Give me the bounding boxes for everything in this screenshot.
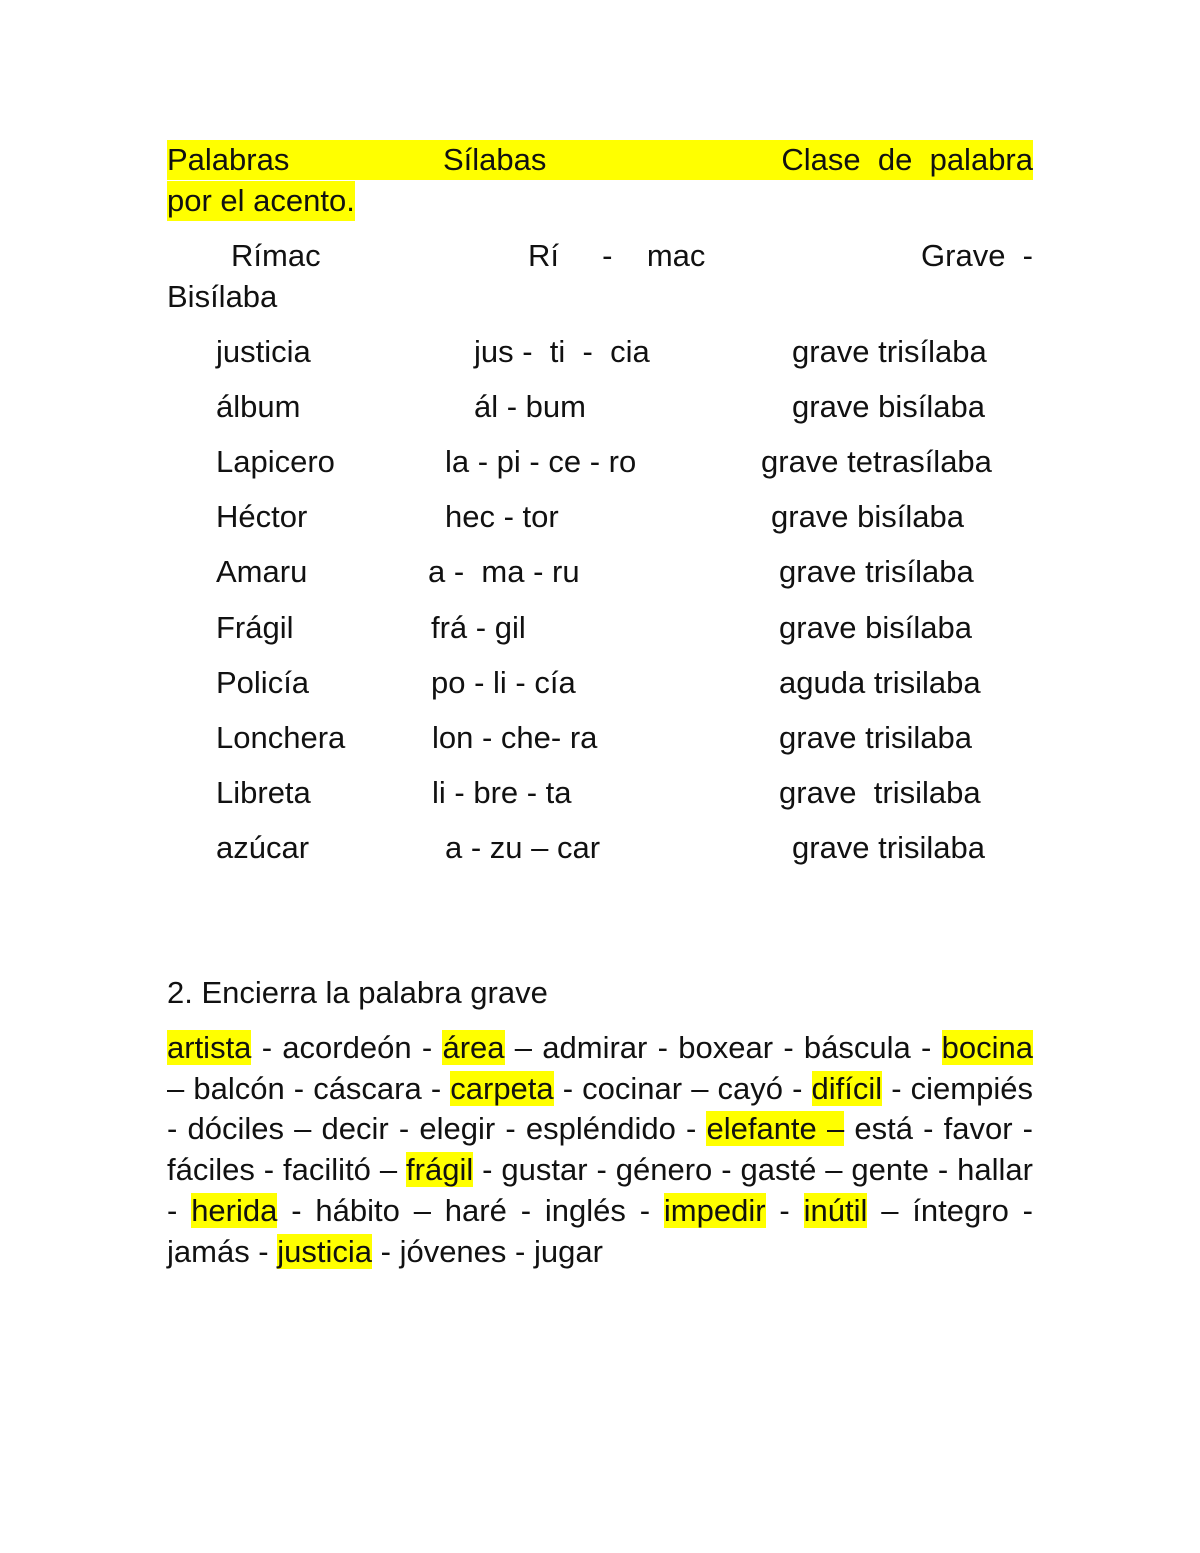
row-class: grave trisilaba bbox=[792, 830, 985, 865]
table-row bbox=[0, 552, 1200, 592]
row-word: Libreta bbox=[216, 775, 311, 810]
row-syllables: la - pi - ce - ro bbox=[445, 444, 637, 479]
row-class: aguda trisilaba bbox=[779, 665, 981, 700]
highlighted-grave-word: carpeta bbox=[450, 1070, 554, 1106]
row-class: Grave - bbox=[921, 238, 1033, 273]
word-list-text: - ciempiés - dóciles – decir - elegir - espléndido - bbox=[167, 1070, 1033, 1147]
row-syllables: hec - tor bbox=[445, 499, 559, 534]
row-class: grave trisílaba bbox=[779, 554, 974, 589]
exercise-title: 2. Encierra la palabra grave bbox=[167, 975, 548, 1010]
word-list-text: - gustar - género - gasté – gente - hallar - bbox=[167, 1152, 1033, 1228]
row-class: grave trisilaba bbox=[779, 720, 972, 755]
table-header bbox=[167, 140, 1033, 180]
row-word: Policía bbox=[216, 665, 310, 700]
table-row bbox=[0, 442, 1200, 482]
highlighted-grave-word: inútil bbox=[803, 1192, 868, 1228]
word-list-text: - jóvenes - jugar bbox=[372, 1233, 603, 1269]
table-row bbox=[0, 828, 1200, 868]
word-list-text: - cocinar – cayó - bbox=[553, 1070, 812, 1106]
row-class: grave tetrasílaba bbox=[761, 444, 992, 479]
row-syllables: po - li - cía bbox=[431, 665, 576, 700]
table-row bbox=[0, 773, 1200, 813]
row-word: Lonchera bbox=[216, 720, 346, 755]
highlighted-grave-word: artista bbox=[167, 1030, 252, 1065]
highlighted-grave-word: difícil bbox=[811, 1070, 883, 1106]
row-word: Lapicero bbox=[216, 444, 335, 479]
row-class: grave bisílaba bbox=[771, 499, 965, 534]
header-words-label: Palabras bbox=[167, 142, 290, 177]
row-syllables: a - zu – car bbox=[445, 830, 601, 865]
word-list-text: - hábito – haré - inglés - bbox=[277, 1192, 664, 1228]
word-list-text: - acordeón - bbox=[251, 1030, 443, 1065]
row-class: grave bisílaba bbox=[779, 610, 973, 645]
row-word: Frágil bbox=[216, 610, 294, 645]
row-word: Amaru bbox=[216, 554, 308, 589]
row-class: grave bisílaba bbox=[792, 389, 986, 424]
word-list-text: – íntegro - jamás - bbox=[167, 1192, 1033, 1269]
table-row bbox=[0, 608, 1200, 648]
highlighted-grave-word: justicia bbox=[277, 1233, 373, 1269]
highlighted-grave-word: frágil bbox=[406, 1152, 474, 1188]
word-list-text: – admirar - boxear - báscula - bbox=[504, 1030, 942, 1065]
highlighted-grave-word: bocina bbox=[941, 1030, 1033, 1065]
word-list-text: - bbox=[765, 1192, 804, 1228]
highlighted-grave-word: área bbox=[442, 1030, 505, 1065]
highlighted-grave-word: elefante – bbox=[706, 1111, 845, 1147]
row-word: Rímac bbox=[231, 238, 321, 273]
header-class-label-continued: por el acento. bbox=[167, 181, 355, 221]
row-syllables: ál - bum bbox=[474, 389, 586, 424]
table-row bbox=[0, 663, 1200, 703]
row-syllables: frá - gil bbox=[431, 610, 526, 645]
row-class: grave trisilaba bbox=[779, 775, 981, 810]
exercise-word-list bbox=[167, 1028, 1033, 1272]
row-syllables: a - ma - ru bbox=[428, 554, 580, 589]
row-syllables: lon - che- ra bbox=[432, 720, 598, 755]
row-word: álbum bbox=[216, 389, 301, 424]
row-class-continued: Bisílaba bbox=[167, 279, 278, 314]
row-word: azúcar bbox=[216, 830, 310, 865]
highlighted-grave-word: herida bbox=[191, 1192, 278, 1228]
word-list-text: – balcón - cáscara - bbox=[167, 1070, 451, 1106]
row-syllables: jus - ti - cia bbox=[474, 334, 650, 369]
table-row bbox=[0, 718, 1200, 758]
header-class-label: Clase de palabra bbox=[781, 142, 1033, 177]
word-list-text: está - favor - fáciles - facilitó – bbox=[167, 1111, 1034, 1188]
table-row bbox=[0, 497, 1200, 537]
highlighted-grave-word: impedir bbox=[663, 1192, 766, 1228]
row-syllables: li - bre - ta bbox=[432, 775, 572, 810]
row-word: Héctor bbox=[216, 499, 308, 534]
row-syllables: Rí - mac bbox=[528, 238, 706, 273]
row-class: grave trisílaba bbox=[792, 334, 987, 369]
header-syllables-label: Sílabas bbox=[443, 142, 547, 177]
table-row bbox=[0, 332, 1200, 372]
table-row bbox=[0, 387, 1200, 427]
row-word: justicia bbox=[216, 334, 311, 369]
